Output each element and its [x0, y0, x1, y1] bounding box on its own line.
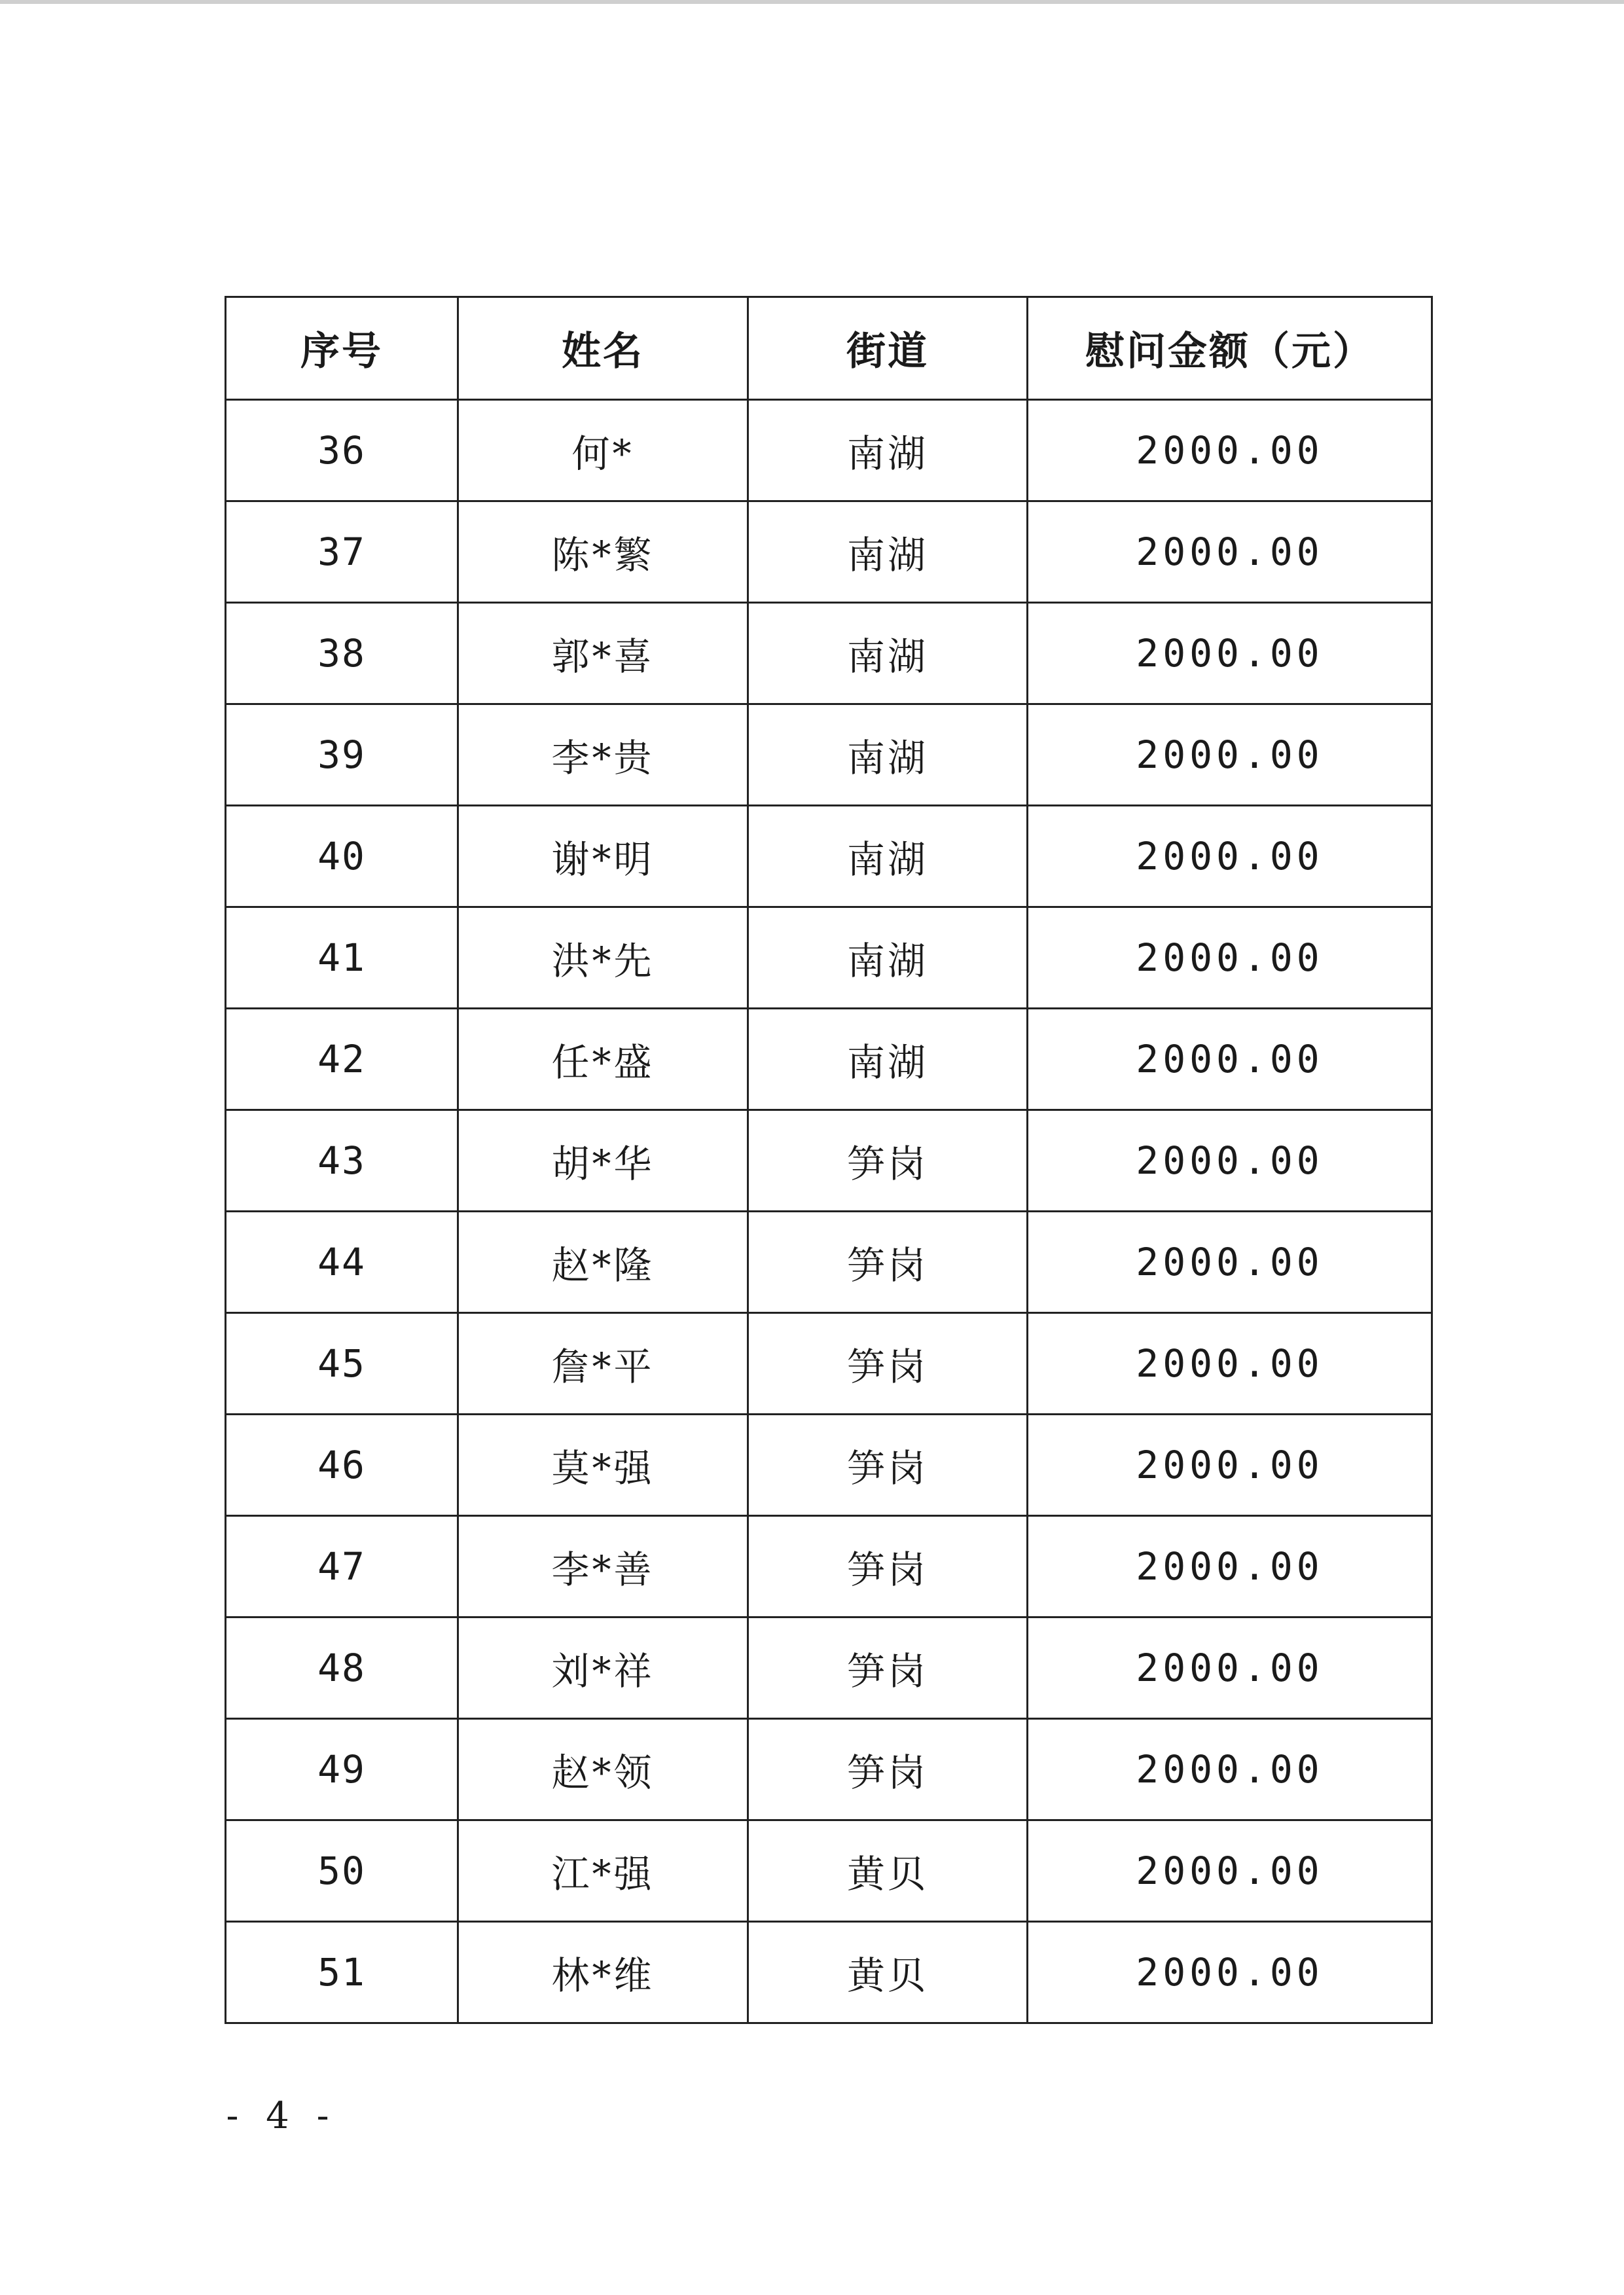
- row-street: 南湖: [748, 806, 1028, 907]
- table-row: [226, 1415, 1432, 1516]
- row-amount: 2000.00: [1028, 1212, 1432, 1313]
- row-amount: 2000.00: [1028, 501, 1432, 603]
- row-name: 江*强: [458, 1820, 748, 1922]
- page-number: - 4 -: [226, 2095, 337, 2137]
- row-street: 南湖: [748, 704, 1028, 806]
- row-name: 李*贵: [458, 704, 748, 806]
- table-row: [226, 1719, 1432, 1820]
- row-amount: 2000.00: [1028, 1313, 1432, 1415]
- table-row: [226, 603, 1432, 704]
- table-row: [226, 806, 1432, 907]
- row-name: 陈*繁: [458, 501, 748, 603]
- row-seq: 38: [226, 603, 458, 704]
- header-street: 街道: [748, 297, 1028, 400]
- row-street: 南湖: [748, 907, 1028, 1009]
- row-street: 南湖: [748, 400, 1028, 501]
- row-amount: 2000.00: [1028, 704, 1432, 806]
- row-name: 胡*华: [458, 1110, 748, 1212]
- table-row: [226, 907, 1432, 1009]
- row-street: 南湖: [748, 603, 1028, 704]
- row-name: 任*盛: [458, 1009, 748, 1110]
- row-seq: 47: [226, 1516, 458, 1617]
- row-amount: 2000.00: [1028, 907, 1432, 1009]
- row-seq: 50: [226, 1820, 458, 1922]
- row-seq: 46: [226, 1415, 458, 1516]
- scan-edge: [0, 0, 1624, 4]
- table-row: [226, 704, 1432, 806]
- row-seq: 43: [226, 1110, 458, 1212]
- row-name: 谢*明: [458, 806, 748, 907]
- row-amount: 2000.00: [1028, 1617, 1432, 1719]
- row-name: 郭*喜: [458, 603, 748, 704]
- row-seq: 37: [226, 501, 458, 603]
- row-name: 赵*领: [458, 1719, 748, 1820]
- table-body: [226, 400, 1432, 2023]
- row-amount: 2000.00: [1028, 1516, 1432, 1617]
- row-street: 笋岗: [748, 1617, 1028, 1719]
- table-row: [226, 501, 1432, 603]
- header-amount: 慰问金额（元）: [1028, 297, 1432, 400]
- row-seq: 36: [226, 400, 458, 501]
- row-seq: 42: [226, 1009, 458, 1110]
- row-amount: 2000.00: [1028, 1719, 1432, 1820]
- table-row: [226, 1110, 1432, 1212]
- table-row: [226, 1922, 1432, 2023]
- table-row: [226, 1009, 1432, 1110]
- row-name: 洪*先: [458, 907, 748, 1009]
- row-seq: 51: [226, 1922, 458, 2023]
- table-row: [226, 1820, 1432, 1922]
- row-seq: 45: [226, 1313, 458, 1415]
- row-street: 笋岗: [748, 1516, 1028, 1617]
- row-street: 笋岗: [748, 1212, 1028, 1313]
- row-amount: 2000.00: [1028, 400, 1432, 501]
- row-amount: 2000.00: [1028, 1415, 1432, 1516]
- row-name: 莫*强: [458, 1415, 748, 1516]
- header-name: 姓名: [458, 297, 748, 400]
- row-amount: 2000.00: [1028, 1110, 1432, 1212]
- row-street: 笋岗: [748, 1110, 1028, 1212]
- table-row: [226, 400, 1432, 501]
- table-row: [226, 1516, 1432, 1617]
- table-header-row: [226, 297, 1432, 400]
- table-row: [226, 1313, 1432, 1415]
- row-name: 林*维: [458, 1922, 748, 2023]
- row-seq: 44: [226, 1212, 458, 1313]
- row-name: 赵*隆: [458, 1212, 748, 1313]
- row-street: 南湖: [748, 1009, 1028, 1110]
- row-name: 何*: [458, 400, 748, 501]
- row-name: 詹*平: [458, 1313, 748, 1415]
- row-seq: 48: [226, 1617, 458, 1719]
- row-name: 李*善: [458, 1516, 748, 1617]
- row-street: 笋岗: [748, 1313, 1028, 1415]
- row-street: 笋岗: [748, 1415, 1028, 1516]
- row-street: 笋岗: [748, 1719, 1028, 1820]
- row-amount: 2000.00: [1028, 1820, 1432, 1922]
- row-seq: 40: [226, 806, 458, 907]
- row-amount: 2000.00: [1028, 806, 1432, 907]
- row-seq: 41: [226, 907, 458, 1009]
- table-row: [226, 1212, 1432, 1313]
- row-name: 刘*祥: [458, 1617, 748, 1719]
- table-row: [226, 1617, 1432, 1719]
- row-street: 南湖: [748, 501, 1028, 603]
- row-street: 黄贝: [748, 1820, 1028, 1922]
- relief-roster-table: [225, 296, 1433, 2024]
- row-street: 黄贝: [748, 1922, 1028, 2023]
- row-amount: 2000.00: [1028, 603, 1432, 704]
- row-amount: 2000.00: [1028, 1922, 1432, 2023]
- header-seq: 序号: [226, 297, 458, 400]
- row-seq: 39: [226, 704, 458, 806]
- row-seq: 49: [226, 1719, 458, 1820]
- row-amount: 2000.00: [1028, 1009, 1432, 1110]
